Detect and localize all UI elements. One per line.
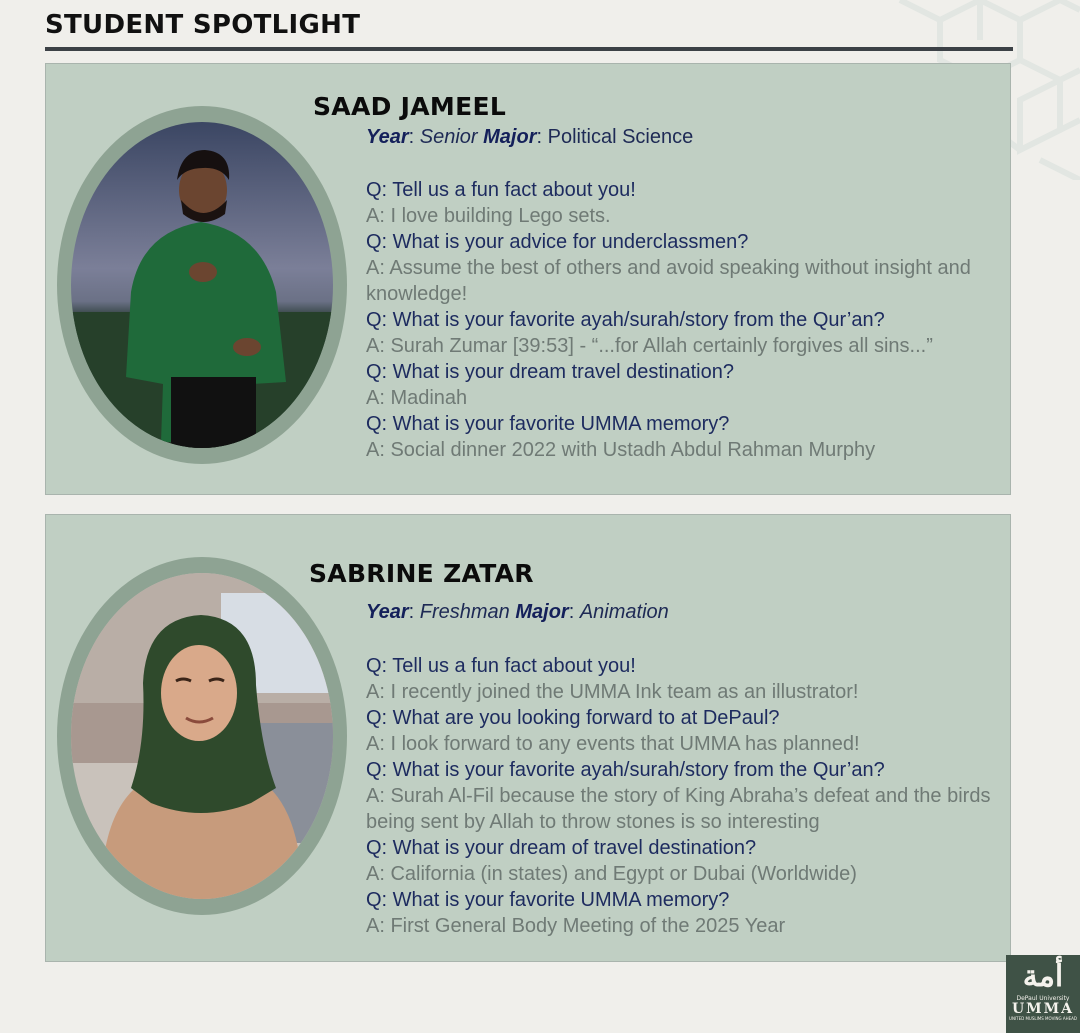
answer: A: Surah Al-Fil because the story of King Abraha’s defeat and the birds being sent by Allah to throw stones is so interesting	[366, 785, 991, 833]
qa-list	[366, 653, 1006, 939]
question: Q: Tell us a fun fact about you!	[366, 655, 636, 677]
question: Q: What is your dream travel destination?	[366, 361, 734, 383]
student-name: SAAD JAMEEL	[313, 92, 507, 121]
title-divider	[45, 47, 1013, 51]
question: Q: What is your advice for underclassmen?	[366, 231, 749, 253]
answer: A: Assume the best of others and avoid speaking without insight and knowledge!	[366, 257, 971, 305]
student-photo-sabrine	[71, 573, 333, 899]
student-year-major: Year: Freshman Major: Animation	[366, 601, 669, 623]
student-card-sabrine	[45, 514, 1011, 962]
logo-arabic: أمة	[1022, 959, 1064, 994]
answer: A: I look forward to any events that UMMA has planned!	[366, 733, 860, 755]
answer: A: I love building Lego sets.	[366, 205, 611, 227]
student-card-saad	[45, 63, 1011, 495]
major-value: Political Science	[547, 126, 694, 148]
year-label: Year	[366, 126, 409, 148]
umma-logo	[1006, 955, 1080, 1033]
year-value: Freshman	[419, 601, 510, 623]
answer: A: Surah Zumar [39:53] - “...for Allah certainly forgives all sins...”	[366, 335, 933, 357]
question: Q: What are you looking forward to at DePaul?	[366, 707, 780, 729]
page-title: STUDENT SPOTLIGHT	[45, 10, 361, 40]
question: Q: What is your favorite UMMA memory?	[366, 413, 730, 435]
answer: A: California (in states) and Egypt or Dubai (Worldwide)	[366, 863, 857, 885]
logo-university: DePaul University	[1016, 995, 1070, 1002]
question: Q: Tell us a fun fact about you!	[366, 179, 636, 201]
question: Q: What is your dream of travel destination?	[366, 837, 757, 859]
student-photo-saad	[71, 122, 333, 448]
answer: A: First General Body Meeting of the 2025 Year	[366, 915, 786, 937]
logo-org: UMMA	[1011, 1001, 1075, 1017]
question: Q: What is your favorite ayah/surah/story from the Qur’an?	[366, 759, 885, 781]
student-name: SABRINE ZATAR	[309, 559, 534, 588]
major-value: Animation	[579, 601, 669, 623]
answer: A: I recently joined the UMMA Ink team as an illustrator!	[366, 681, 859, 703]
year-value: Senior	[419, 126, 478, 148]
answer: A: Social dinner 2022 with Ustadh Abdul Rahman Murphy	[366, 439, 876, 461]
logo-tagline: UNITED MUSLIMS MOVING AHEAD	[1009, 1016, 1077, 1021]
student-year-major: Year: Senior Major: Political Science	[366, 126, 694, 148]
question: Q: What is your favorite ayah/surah/story from the Qur’an?	[366, 309, 885, 331]
answer: A: Madinah	[366, 387, 468, 409]
year-label: Year	[366, 601, 409, 623]
major-label: Major	[515, 601, 569, 623]
major-label: Major	[483, 126, 537, 148]
qa-list	[366, 177, 1006, 463]
question: Q: What is your favorite UMMA memory?	[366, 889, 730, 911]
